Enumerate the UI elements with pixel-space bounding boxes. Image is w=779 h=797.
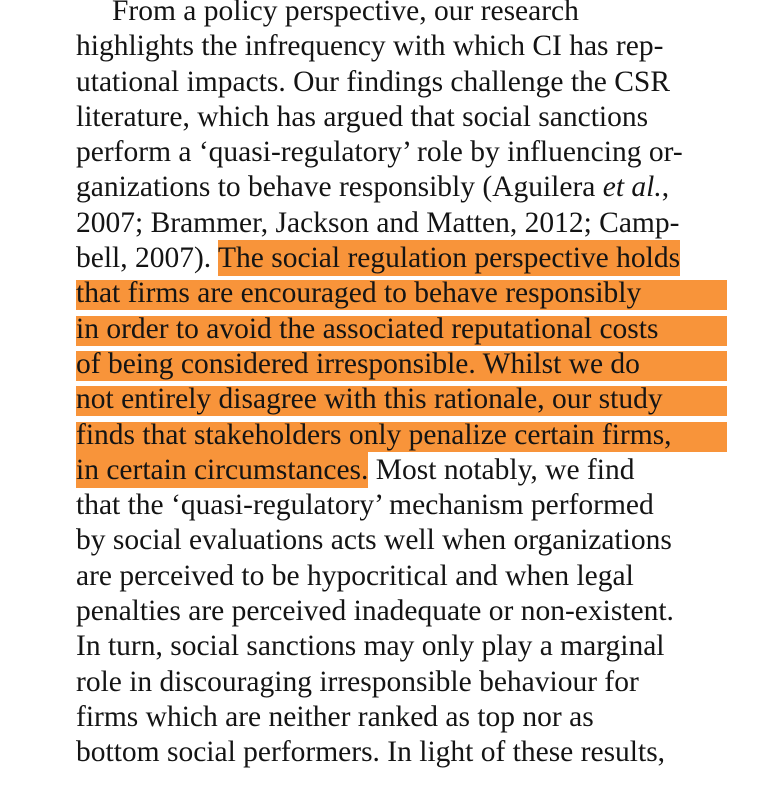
highlighted-text: The social regulation perspective holds — [218, 242, 681, 275]
text-line — [76, 29, 727, 64]
text-line — [76, 206, 727, 241]
text-span: ganizations to behave responsibly (Aguilera — [76, 171, 603, 204]
text-span: literature, which has argued that social sanctions — [76, 100, 649, 133]
text-span: bell, 2007). — [76, 242, 219, 275]
highlighted-line — [76, 382, 727, 417]
text-line — [76, 241, 727, 276]
body-paragraph — [76, 0, 727, 771]
text-line — [76, 170, 727, 205]
text-span: utational impacts. Our findings challenge the CSR — [76, 65, 670, 98]
text-line — [76, 0, 727, 29]
text-line — [76, 629, 727, 664]
text-line — [76, 100, 727, 135]
text-line — [76, 65, 727, 100]
text-span: role in discouraging irresponsible behaviour for — [76, 665, 639, 698]
text-span: highlights the infrequency with which CI has rep- — [76, 30, 664, 63]
highlighted-text: not entirely disagree with this rationale, our study — [76, 383, 663, 416]
text-span: perform a ‘quasi-regulatory’ role by influencing or- — [76, 136, 683, 169]
text-span: that the ‘quasi-regulatory’ mechanism performed — [76, 489, 654, 522]
text-span: by social evaluations acts well when organizations — [76, 524, 672, 557]
text-line — [76, 135, 727, 170]
highlighted-text: in certain circumstances. — [76, 453, 369, 486]
highlighted-line — [76, 347, 727, 382]
highlighted-text: in order to avoid the associated reputational costs — [76, 312, 659, 345]
highlighted-text: of being considered irresponsible. Whilst we do — [76, 347, 640, 380]
text-span: In turn, social sanctions may only play a marginal — [76, 630, 665, 663]
highlighted-line — [76, 312, 727, 347]
text-line — [76, 453, 727, 488]
text-span: Most notably, we find — [368, 453, 635, 486]
highlighted-text: finds that stakeholders only penalize certain firms, — [76, 418, 672, 451]
text-line — [76, 559, 727, 594]
text-span: penalties are perceived inadequate or non-existent. — [76, 595, 674, 628]
text-line — [76, 700, 727, 735]
text-span: are perceived to be hypocritical and when legal — [76, 559, 634, 592]
citation-italic: et al. — [602, 171, 662, 204]
text-line — [76, 523, 727, 558]
highlighted-line — [76, 276, 727, 311]
text-line — [76, 735, 727, 770]
text-span: From a policy perspective, our research — [112, 0, 579, 27]
text-line — [76, 594, 727, 629]
highlighted-text: that firms are encouraged to behave responsibly — [76, 277, 642, 310]
text-span: bottom social performers. In light of these results, — [76, 736, 666, 769]
text-line — [76, 488, 727, 523]
highlighted-line — [76, 418, 727, 453]
text-span: firms which are neither ranked as top nor as — [76, 700, 594, 733]
text-line — [76, 665, 727, 700]
text-span: 2007; Brammer, Jackson and Matten, 2012; Camp- — [76, 206, 680, 239]
text-span: , — [661, 171, 670, 204]
